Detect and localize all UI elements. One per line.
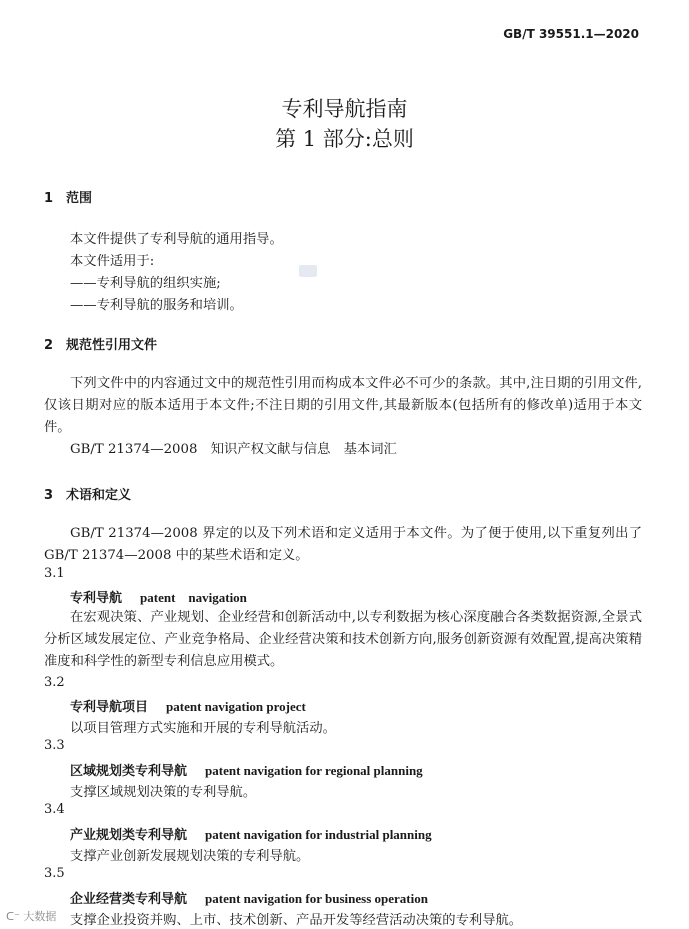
- logo-text: 大数据: [23, 910, 57, 923]
- term-number: 3.5: [44, 866, 65, 881]
- section-3-heading: 3 术语和定义: [44, 488, 132, 503]
- term-number: 3.1: [44, 566, 65, 581]
- section-2-heading: 2 规范性引用文件: [44, 338, 158, 353]
- term-en: patent navigation project: [166, 699, 306, 714]
- scope-line-3: ——专利导航的组织实施;: [70, 276, 221, 291]
- term-title: [70, 696, 306, 715]
- scope-line-4: ——专利导航的服务和培训。: [70, 298, 243, 313]
- watermark-stamp-icon: [298, 263, 318, 279]
- scope-line-1: 本文件提供了专利导航的通用指导。: [70, 232, 283, 247]
- term-en: patent navigation for regional planning: [205, 763, 423, 778]
- term-en: patent navigation for business operation: [205, 891, 428, 906]
- section-1-heading: 1 范围: [44, 191, 93, 206]
- term-definition: 支撑区域规划决策的专利导航。: [70, 785, 257, 800]
- standard-number: GB/T 39551.1—2020: [503, 27, 639, 41]
- term-title: [70, 824, 432, 843]
- doc-subtitle: 第 1 部分:总则: [275, 127, 414, 151]
- term-en: patent navigation: [140, 590, 247, 605]
- term-definition: 在宏观决策、产业规划、企业经营和创新活动中,以专利数据为核心深度融合各类数据资源,全景式分析区域发展定位、产业竞争格局、企业经营决策和技术创新方向,服务创新资源有效配置,提高决策精准度和科学性的新型专利信息应用模式。: [44, 610, 642, 669]
- term-number: 3.2: [44, 675, 65, 690]
- term-definition: 支撑企业投资并购、上市、技术创新、产品开发等经营活动决策的专利导航。: [70, 913, 523, 928]
- term-zh: 专利导航: [70, 591, 123, 606]
- term-title: [70, 888, 428, 907]
- term-title: [70, 587, 247, 606]
- term-en: patent navigation for industrial planning: [205, 827, 432, 842]
- term-zh: 区域规划类专利导航: [70, 764, 188, 779]
- doc-title: 专利导航指南: [281, 97, 408, 121]
- normative-ref-paragraph: 下列文件中的内容通过文中的规范性引用而构成本文件必不可少的条款。其中,注日期的引用文件,仅该日期对应的版本适用于本文件;不注日期的引用文件,其最新版本(包括所有的修改单)适用于本文件。: [44, 376, 642, 435]
- term-definition: 以项目管理方式实施和开展的专利导航活动。: [70, 721, 336, 736]
- term-zh: 产业规划类专利导航: [70, 828, 188, 843]
- reference-item: GB/T 21374—2008 知识产权文献与信息 基本词汇: [70, 442, 397, 457]
- scope-line-2: 本文件适用于:: [70, 254, 155, 269]
- watermark-logo: [6, 908, 56, 924]
- terms-intro-paragraph: GB/T 21374—2008 界定的以及下列术语和定义适用于本文件。为了便于使用,以下重复列出了GB/T 21374—2008 中的某些术语和定义。: [44, 526, 642, 563]
- logo-mark-icon: ᑕ⁻: [6, 910, 20, 923]
- term-number: 3.3: [44, 738, 65, 753]
- term-title: [70, 760, 423, 779]
- term-definition: 支撑产业创新发展规划决策的专利导航。: [70, 849, 310, 864]
- term-number: 3.4: [44, 802, 65, 817]
- term-zh: 专利导航项目: [70, 700, 149, 715]
- term-zh: 企业经营类专利导航: [70, 892, 188, 907]
